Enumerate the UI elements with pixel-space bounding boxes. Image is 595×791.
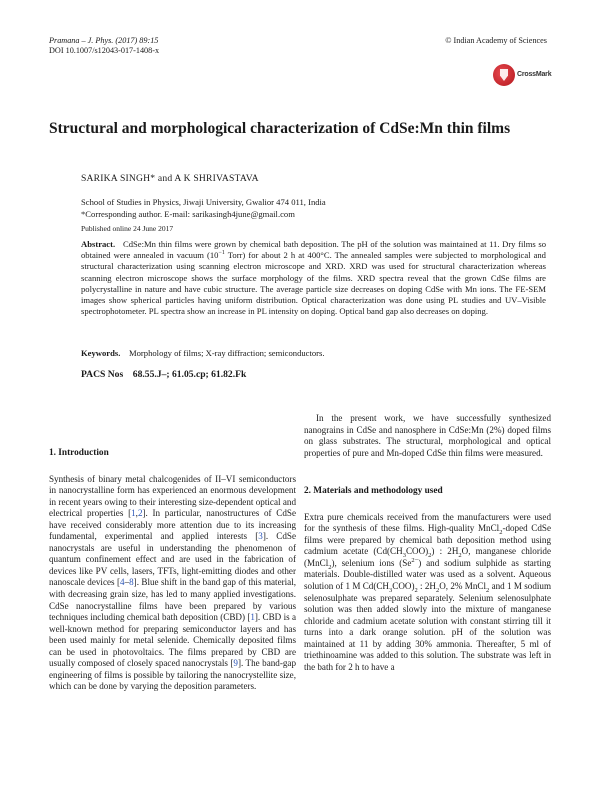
author-list: SARIKA SINGH* and A K SHRIVASTAVA: [81, 173, 259, 184]
left-column: [49, 448, 296, 693]
crossmark-icon: [493, 64, 515, 86]
abstract-text-1: CdSe:Mn thin films were grown by chemical bath deposition. The pH of the solution was maintained at 11. Dry films so obtained were annealed in vacuum (10: [81, 239, 546, 261]
methods-text: COO): [392, 581, 415, 592]
crossmark-badge[interactable]: [493, 64, 563, 88]
citation-link[interactable]: 1: [250, 612, 255, 623]
intro-text: ]. CBD is a well-known method for preparing semiconductor layers and has been used mainly for metal selenide. Chemically deposited films can be used in photovoltaics. The films prepared by CBD are usually composed of closely spaced nanocrystals [: [49, 612, 296, 669]
methods-text: ), selenium ions (Se: [331, 557, 412, 568]
intro-text: ]. Blue shift in the band gap of this material, with decreasing grain size, has led to many applied investigations. CdSe nanocrystalline films have been prepared by various techniques including chemical bath deposition (CBD) [: [49, 577, 297, 623]
keywords-text: Morphology of films; X-ray diffraction; semiconductors.: [128, 348, 325, 358]
methods-text: -doped CdSe films were prepared by chemical bath deposition method using cadmium acetate (Cd(CH: [304, 523, 551, 557]
citation-link[interactable]: 9: [233, 658, 238, 669]
methods-heading: 2. Materials and methodology used: [304, 486, 443, 497]
pacs-values: 68.55.J–; 61.05.cp; 61.82.Fk: [132, 369, 247, 380]
intro-text: Synthesis of binary metal chalcogenides of II–VI semiconductors in nanocrystalline form has experienced an enormous development in recent years owing to their interesting size-dependent optical and electrical properties [: [49, 473, 296, 519]
abstract-exponent: −1: [218, 250, 225, 257]
correspondence: *Corresponding author. E-mail: sarikasingh4june@gmail.com: [81, 209, 295, 219]
pacs-label: PACS Nos: [81, 369, 124, 380]
methods-text: and 1 M sodium selenosulphate was prepared separately. Selenium selenosulphate solution was then added slowly into the mixture of manganese chloride and cadmium acetate solution with constant stirring till it turns into a dark orange solution. pH of the solution was maintained at 11 by adding 30% ammonia. Thereafter, 5 ml of triethinoamine was added to this solution. The substrate was left in the bath for 2 h to have a: [304, 581, 552, 672]
article-title: Structural and morphological characterization of CdSe:Mn thin films: [49, 120, 511, 137]
methods-text: COO): [405, 546, 429, 557]
methods-text: ) and sodium sulphide as starting materials. Double-distilled water was used as a solvent. Aqueous solution of 1 M Cd(CH: [304, 557, 551, 592]
methods-text: Extra pure chemicals received from the manufacturers were used for the synthesis of these films. High-quality MnCl: [304, 511, 551, 534]
subscript: 2: [435, 586, 440, 594]
abstract-label: Abstract.: [81, 239, 116, 249]
intro-heading: 1. Introduction: [49, 448, 109, 458]
subscript: 3: [389, 586, 393, 594]
citation-link[interactable]: 2: [137, 508, 143, 519]
intro-text: ]. In particular, nanostructures of CdSe have received considerably more attention due to its increasing fundamental, experimental and applied interests [: [49, 508, 296, 542]
superscript: 2−: [411, 556, 419, 564]
citation-link[interactable]: 4: [120, 577, 125, 588]
right-column: [304, 413, 551, 673]
intro-text: ]. The band-gap engineering of films is possible by tailoring the nanocrystellite size, which can be done by varying the deposition parameters.: [49, 658, 296, 692]
citation-link[interactable]: 8: [129, 577, 134, 588]
intro-text: –: [124, 577, 130, 588]
methods-text: ) : 2H: [431, 546, 459, 557]
pacs-numbers: [81, 369, 246, 380]
abstract-text-2: Torr) for about 2 h at 400°C. The annealed samples were subjected to morphological and structural characterization using scanning electron microscope and XRD. XRD was used for structural characterization whereas scanning electron microscope shows the surface morphology of the films. XRD spectra reveal that the grown CdSe films are polycrystalline in nature and have cubic structure. The average particle size decreases on doping CdSe with Mn ions. The FE-SEM images show spherical particles having uniform distribution. Optical characterization was done using PL studies and UV–Visible spectrophotometer. PL spectra show an increase in PL intensity on doping. Optical band gap also decreases on doping.: [81, 250, 546, 317]
journal-line: Pramana – J. Phys. (2017) 89:15: [49, 36, 159, 45]
citation-link[interactable]: 3: [258, 531, 263, 542]
methods-text: : 2H: [417, 581, 436, 592]
keywords: [81, 348, 546, 358]
intro-text: ]. CdSe nanocrystals are useful in understanding the phenomenon of quantum confinement effect and are used in the fabrication of devices like PV cells, lasers, TFTs, light-emitting diodes and other nanoscale devices [: [49, 531, 297, 588]
subscript: 2: [428, 552, 432, 560]
subscript: 2: [458, 552, 462, 560]
keywords-label: Keywords.: [81, 348, 121, 358]
subscript: 2: [414, 586, 418, 594]
methods-text: O, 2% MnCl: [439, 581, 487, 592]
subscript: 3: [402, 552, 406, 560]
published-date: Published online 24 June 2017: [81, 224, 174, 233]
intro-text: ,: [135, 508, 138, 519]
journal-header: [49, 36, 159, 56]
doi-line: DOI 10.1007/s12043-017-1408-x: [49, 46, 160, 55]
affiliation-block: [81, 196, 531, 220]
methods-text: O, manganese chloride (MnCl: [304, 546, 551, 568]
abstract: [81, 239, 546, 317]
subscript: 2: [499, 529, 503, 537]
intro-paragraph: [49, 474, 296, 693]
citation-link[interactable]: 1: [131, 508, 136, 519]
society-copyright: © Indian Academy of Sciences: [445, 36, 547, 45]
subscript: 2: [486, 586, 490, 594]
crossmark-label: CrossMark: [517, 71, 552, 78]
subscript: 2: [328, 563, 332, 571]
present-work-paragraph: In the present work, we have successfully synthesized nanograins in CdSe and nanosphere in CdSe:Mn (2%) doped films on glass substrates. The structural, morphological and optical properties of pure and Mn-doped CdSe thin films were measured.: [304, 413, 551, 458]
methods-paragraph: [304, 512, 551, 674]
affiliation: School of Studies in Physics, Jiwaji University, Gwalior 474 011, India: [81, 197, 326, 207]
